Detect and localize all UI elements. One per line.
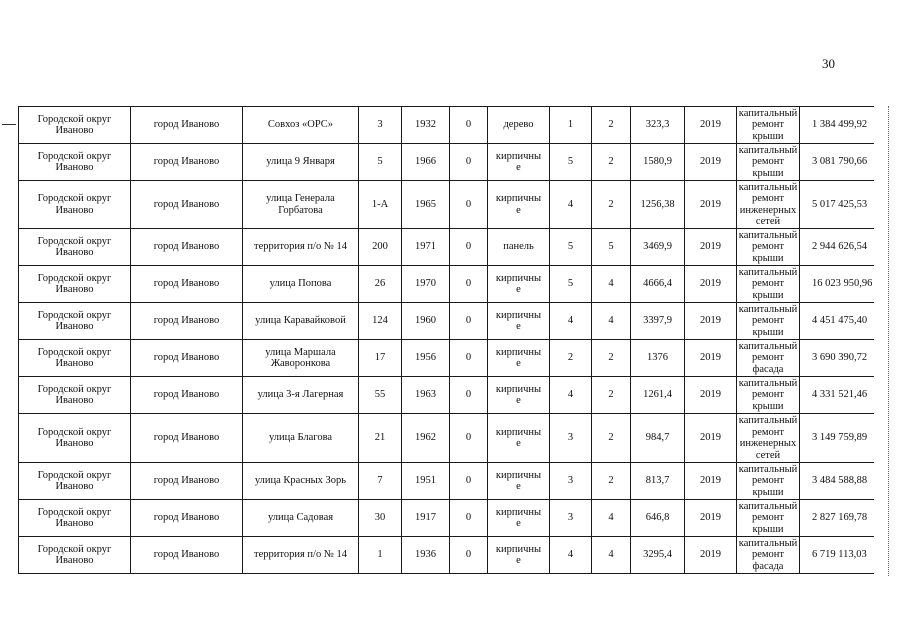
cell-work-type-line: ремонт	[751, 315, 784, 327]
cell-work-type-line: капитальный	[738, 144, 798, 156]
cell-floors: 3	[550, 500, 592, 537]
page-edge-line	[888, 106, 890, 576]
cell-plan-year: 2019	[685, 463, 737, 500]
cell-build-year: 1951	[402, 463, 450, 500]
cell-wall-material-line: е	[516, 438, 521, 449]
cell-build-year: 1963	[402, 377, 450, 414]
cell-build-year: 1966	[402, 144, 450, 181]
cell-wall-material-line: кирпичны	[495, 506, 542, 518]
cell-floors: 4	[550, 377, 592, 414]
cell-wall-material	[488, 144, 550, 181]
cell-work-type-line: крыши	[752, 523, 784, 535]
cell-work-type-line: крыши	[752, 400, 784, 412]
cell-street: территория п/о № 14	[243, 229, 359, 266]
cell-entrances: 2	[592, 340, 631, 377]
cell-build-year: 1956	[402, 340, 450, 377]
cell-municipality: Городской округ Иваново	[19, 500, 131, 537]
cell-house-number: 26	[359, 266, 402, 303]
cell-work-type-line: ремонт	[751, 475, 784, 487]
cell-work-type	[737, 500, 800, 537]
cell-work-type-line: ремонт	[751, 426, 784, 438]
cell-house-number: 17	[359, 340, 402, 377]
cell-house-number: 30	[359, 500, 402, 537]
cell-work-type-line: капитальный	[738, 266, 798, 278]
cell-work-type-line: капитальный	[738, 340, 798, 352]
cell-work-type	[737, 537, 800, 574]
cell-work-type-line: фасада	[752, 560, 784, 572]
cell-flag: 0	[450, 181, 488, 229]
cell-area: 646,8	[631, 500, 685, 537]
cell-municipality: Городской округ Иваново	[19, 463, 131, 500]
cell-cost: 3 690 390,72	[800, 340, 874, 377]
cell-city: город Иваново	[131, 537, 243, 574]
cell-floors: 3	[550, 463, 592, 500]
cell-wall-material	[488, 377, 550, 414]
cell-wall-material	[488, 500, 550, 537]
cell-floors: 4	[550, 181, 592, 229]
cell-wall-material	[488, 303, 550, 340]
cell-floors: 3	[550, 414, 592, 463]
cell-area: 1261,4	[631, 377, 685, 414]
table-body	[19, 107, 874, 574]
cell-entrances: 2	[592, 377, 631, 414]
cell-cost: 5 017 425,53	[800, 181, 874, 229]
table-row	[19, 537, 874, 574]
table-row	[19, 229, 874, 266]
cell-area: 3295,4	[631, 537, 685, 574]
cell-entrances: 4	[592, 500, 631, 537]
cell-work-type-line: ремонт	[751, 156, 784, 168]
cell-work-type-line: ремонт	[751, 241, 784, 253]
cell-work-type	[737, 303, 800, 340]
cell-wall-material-line: кирпичны	[495, 346, 542, 358]
cell-work-type-line: крыши	[752, 289, 784, 301]
cell-area: 984,7	[631, 414, 685, 463]
cell-wall-material	[488, 107, 550, 144]
cell-cost: 4 451 475,40	[800, 303, 874, 340]
housing-repair-table	[18, 106, 874, 574]
cell-work-type-line: капитальный	[738, 303, 798, 315]
cell-area: 1376	[631, 340, 685, 377]
page-number: 30	[822, 56, 835, 71]
cell-street: улица Красных Зорь	[243, 463, 359, 500]
cell-wall-material-line: е	[516, 204, 521, 216]
cell-house-number: 5	[359, 144, 402, 181]
cell-cost: 1 384 499,92	[800, 107, 874, 144]
cell-cost: 2 827 169,78	[800, 500, 874, 537]
cell-wall-material	[488, 463, 550, 500]
cell-city: город Иваново	[131, 266, 243, 303]
cell-work-type-line: фасада	[752, 363, 784, 375]
cell-cost: 3 484 588,88	[800, 463, 874, 500]
cell-work-type	[737, 377, 800, 414]
cell-street: улица Каравайковой	[243, 303, 359, 340]
cell-work-type-line: ремонт	[751, 512, 784, 524]
cell-municipality: Городской округ Иваново	[19, 340, 131, 377]
cell-work-type-line: ремонт	[751, 389, 784, 401]
cell-house-number: 21	[359, 414, 402, 463]
table-row	[19, 377, 874, 414]
cell-work-type-line: ремонт	[751, 119, 784, 131]
cell-floors: 4	[550, 537, 592, 574]
cell-wall-material-line: е	[516, 481, 521, 492]
cell-street: территория п/о № 14	[243, 537, 359, 574]
cell-floors: 1	[550, 107, 592, 144]
cell-work-type-line: капитальный	[738, 377, 798, 389]
cell-entrances: 5	[592, 229, 631, 266]
table-row	[19, 144, 874, 181]
cell-build-year: 1932	[402, 107, 450, 144]
cell-wall-material-line: кирпичны	[495, 193, 542, 204]
cell-flag: 0	[450, 463, 488, 500]
cell-municipality: Городской округ Иваново	[19, 303, 131, 340]
cell-build-year: 1965	[402, 181, 450, 229]
cell-plan-year: 2019	[685, 266, 737, 303]
cell-cost: 3 149 759,89	[800, 414, 874, 463]
cell-flag: 0	[450, 107, 488, 144]
cell-house-number: 55	[359, 377, 402, 414]
cell-wall-material	[488, 340, 550, 377]
cell-flag: 0	[450, 414, 488, 463]
cell-municipality: Городской округ Иваново	[19, 181, 131, 229]
cell-street: улица Садовая	[243, 500, 359, 537]
cell-work-type-line: капитальный	[738, 107, 798, 119]
cell-cost: 4 331 521,46	[800, 377, 874, 414]
cell-municipality: Городской округ Иваново	[19, 107, 131, 144]
cell-flag: 0	[450, 144, 488, 181]
cell-wall-material	[488, 181, 550, 229]
cell-flag: 0	[450, 340, 488, 377]
cell-city: город Иваново	[131, 463, 243, 500]
cell-wall-material	[488, 414, 550, 463]
cell-work-type-line: ремонт	[751, 278, 784, 290]
cell-build-year: 1960	[402, 303, 450, 340]
table-row	[19, 303, 874, 340]
cell-work-type-line: капитальный	[738, 415, 798, 426]
cell-floors: 5	[550, 229, 592, 266]
cell-municipality: Городской округ Иваново	[19, 144, 131, 181]
cell-plan-year: 2019	[685, 340, 737, 377]
table-row	[19, 107, 874, 144]
cell-entrances: 2	[592, 463, 631, 500]
cell-house-number: 200	[359, 229, 402, 266]
cell-city: город Иваново	[131, 181, 243, 229]
table-row	[19, 181, 874, 229]
cell-city: город Иваново	[131, 107, 243, 144]
cell-work-type-line: ремонт	[751, 549, 784, 561]
table-row	[19, 500, 874, 537]
cell-wall-material-line: е	[516, 518, 521, 529]
cell-flag: 0	[450, 537, 488, 574]
cell-work-type-line: крыши	[752, 167, 784, 179]
cell-area: 3469,9	[631, 229, 685, 266]
cell-work-type-line: капитальный	[738, 537, 798, 549]
cell-flag: 0	[450, 377, 488, 414]
cell-plan-year: 2019	[685, 181, 737, 229]
cell-build-year: 1962	[402, 414, 450, 463]
cell-city: город Иваново	[131, 144, 243, 181]
cell-build-year: 1971	[402, 229, 450, 266]
cell-house-number: 1	[359, 537, 402, 574]
cell-floors: 4	[550, 303, 592, 340]
cell-plan-year: 2019	[685, 500, 737, 537]
cell-cost: 2 944 626,54	[800, 229, 874, 266]
cell-wall-material	[488, 229, 550, 266]
cell-plan-year: 2019	[685, 537, 737, 574]
cell-wall-material-line: панель	[503, 241, 534, 253]
cell-municipality: Городской округ Иваново	[19, 537, 131, 574]
cell-wall-material-line: кирпичны	[495, 150, 542, 162]
cell-city: город Иваново	[131, 377, 243, 414]
cell-work-type	[737, 107, 800, 144]
cell-street: улица Попова	[243, 266, 359, 303]
cell-wall-material-line: кирпичны	[495, 309, 542, 321]
cell-work-type-line: капитальный	[738, 500, 798, 512]
cell-wall-material-line: е	[516, 555, 521, 566]
cell-work-type-line: ремонт	[751, 193, 784, 204]
cell-wall-material-line: кирпичны	[495, 469, 542, 481]
cell-city: город Иваново	[131, 340, 243, 377]
cell-plan-year: 2019	[685, 377, 737, 414]
cell-work-type	[737, 144, 800, 181]
table-row	[19, 266, 874, 303]
cell-work-type-line: ремонт	[751, 352, 784, 364]
cell-house-number: 7	[359, 463, 402, 500]
cell-municipality: Городской округ Иваново	[19, 377, 131, 414]
cell-entrances: 2	[592, 414, 631, 463]
cell-city: город Иваново	[131, 303, 243, 340]
cell-work-type-line: крыши	[752, 130, 784, 142]
cell-entrances: 4	[592, 266, 631, 303]
cell-city: город Иваново	[131, 414, 243, 463]
cell-street: улица Генерала Горбатова	[243, 181, 359, 229]
cell-work-type	[737, 414, 800, 463]
cell-house-number: 3	[359, 107, 402, 144]
cell-entrances: 2	[592, 107, 631, 144]
cell-city: город Иваново	[131, 229, 243, 266]
cell-wall-material-line: е	[516, 284, 521, 295]
cell-work-type-line: капитальный	[738, 181, 798, 193]
cell-house-number: 1-А	[359, 181, 402, 229]
cell-cost: 6 719 113,03	[800, 537, 874, 574]
cell-work-type-line: сетей	[755, 449, 781, 461]
cell-work-type-line: крыши	[752, 486, 784, 498]
cell-flag: 0	[450, 229, 488, 266]
cell-build-year: 1936	[402, 537, 450, 574]
cell-street: улица Благова	[243, 414, 359, 463]
cell-floors: 5	[550, 266, 592, 303]
cell-flag: 0	[450, 500, 488, 537]
cell-area: 1580,9	[631, 144, 685, 181]
cell-municipality: Городской округ Иваново	[19, 266, 131, 303]
cell-work-type-line: капитальный	[738, 229, 798, 241]
cell-plan-year: 2019	[685, 414, 737, 463]
cell-work-type	[737, 340, 800, 377]
cell-entrances: 2	[592, 181, 631, 229]
cell-municipality: Городской округ Иваново	[19, 414, 131, 463]
cell-entrances: 4	[592, 303, 631, 340]
cell-wall-material-line: е	[516, 395, 521, 406]
cell-wall-material-line: кирпичны	[495, 426, 542, 438]
cell-work-type-line: крыши	[752, 252, 784, 264]
cell-street: Совхоз «ОРС»	[243, 107, 359, 144]
cell-wall-material-line: кирпичны	[495, 543, 542, 555]
cell-wall-material-line: кирпичны	[495, 272, 542, 284]
cell-entrances: 4	[592, 537, 631, 574]
cell-build-year: 1970	[402, 266, 450, 303]
cell-area: 3397,9	[631, 303, 685, 340]
table-row	[19, 463, 874, 500]
cell-wall-material-line: е	[516, 162, 521, 173]
cell-work-type	[737, 266, 800, 303]
cell-area: 323,3	[631, 107, 685, 144]
cell-wall-material	[488, 537, 550, 574]
cell-area: 4666,4	[631, 266, 685, 303]
cell-floors: 2	[550, 340, 592, 377]
cell-work-type	[737, 181, 800, 229]
cell-wall-material-line: е	[516, 358, 521, 369]
cell-wall-material-line: дерево	[503, 119, 534, 131]
cell-street: улица Маршала Жаворонкова	[243, 340, 359, 377]
cell-flag: 0	[450, 303, 488, 340]
cell-wall-material	[488, 266, 550, 303]
cell-work-type	[737, 229, 800, 266]
cell-work-type-line: крыши	[752, 326, 784, 338]
cell-work-type-line: сетей	[755, 216, 781, 227]
cell-work-type	[737, 463, 800, 500]
cell-city: город Иваново	[131, 500, 243, 537]
cell-floors: 5	[550, 144, 592, 181]
cell-work-type-line: инженерных	[739, 438, 797, 449]
cell-area: 1256,38	[631, 181, 685, 229]
cell-wall-material-line: е	[516, 321, 521, 332]
cell-build-year: 1917	[402, 500, 450, 537]
cell-cost: 3 081 790,66	[800, 144, 874, 181]
cell-house-number: 124	[359, 303, 402, 340]
cell-entrances: 2	[592, 144, 631, 181]
cell-cost: 16 023 950,96	[800, 266, 874, 303]
table-row	[19, 340, 874, 377]
cell-work-type-line: капитальный	[738, 463, 798, 475]
cell-municipality: Городской округ Иваново	[19, 229, 131, 266]
cell-plan-year: 2019	[685, 229, 737, 266]
cell-plan-year: 2019	[685, 107, 737, 144]
table-row	[19, 414, 874, 463]
cell-street: улица 3-я Лагерная	[243, 377, 359, 414]
cell-plan-year: 2019	[685, 144, 737, 181]
cell-work-type-line: инженерных	[739, 204, 797, 216]
cell-street: улица 9 Января	[243, 144, 359, 181]
cell-flag: 0	[450, 266, 488, 303]
cell-plan-year: 2019	[685, 303, 737, 340]
margin-mark	[2, 124, 16, 125]
cell-area: 813,7	[631, 463, 685, 500]
cell-wall-material-line: кирпичны	[495, 383, 542, 395]
